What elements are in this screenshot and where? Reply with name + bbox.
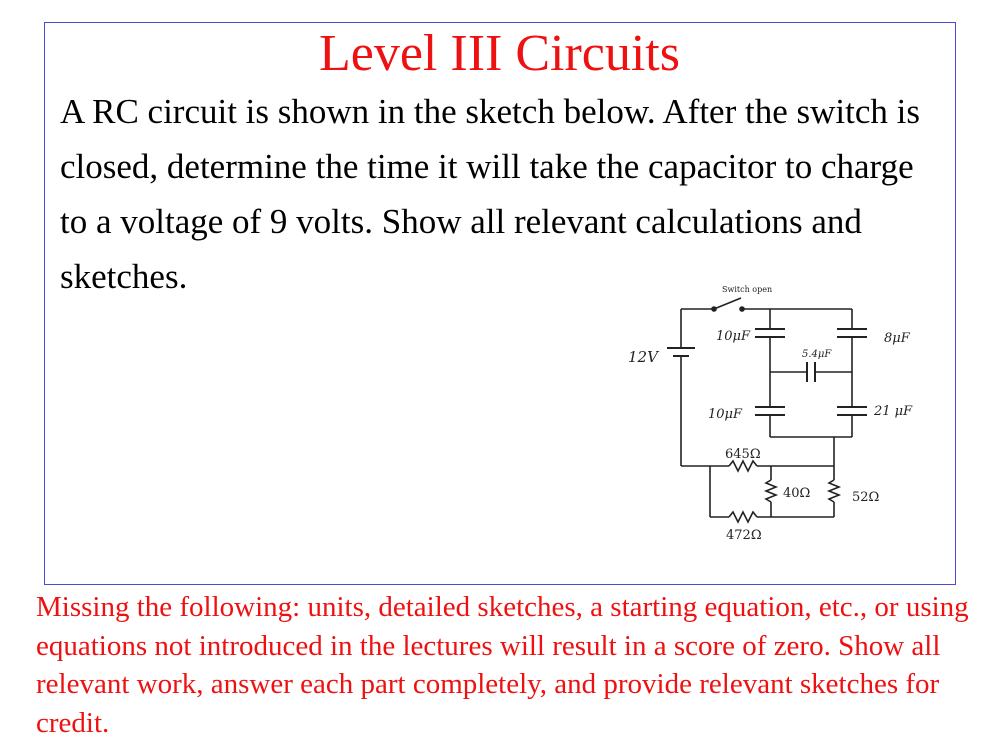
resistor-52-label: 52Ω (852, 490, 880, 505)
bridge-capacitor (770, 362, 852, 382)
right-capacitor-branch (837, 309, 867, 437)
resistor-network (681, 461, 839, 522)
problem-statement: A RC circuit is shown in the sketch below. After the switch is closed, determine the time it will take the capacitor to charge to a voltage of 9 volts. Show all relevant calculations and sketches. (60, 92, 920, 296)
cap-bottom-right-label: 21 μF (874, 404, 913, 419)
battery-label: 12V (628, 348, 658, 366)
cap-top-right-label: 8μF (884, 331, 910, 346)
slide-title: Level III Circuits (319, 25, 680, 82)
resistor-472-label: 472Ω (726, 528, 762, 543)
switch-label: Switch open (722, 285, 773, 294)
left-capacitor-branch (755, 309, 785, 437)
cap-bottom-left-label: 10μF (708, 407, 743, 422)
cap-middle-label: 5.4μF (802, 349, 832, 360)
cap-top-left-label: 10μF (716, 329, 751, 344)
resistor-40-label: 40Ω (783, 486, 811, 501)
resistor-645-label: 645Ω (725, 447, 761, 462)
grading-note: Missing the following: units, detailed sketches, a starting equation, etc., or using equations not introduced in the lectures will result in a score of zero. Show all relevant work, answer each part completely, and provide relevant sketches for credit. (36, 591, 969, 739)
battery (667, 309, 695, 466)
switch (681, 298, 852, 311)
